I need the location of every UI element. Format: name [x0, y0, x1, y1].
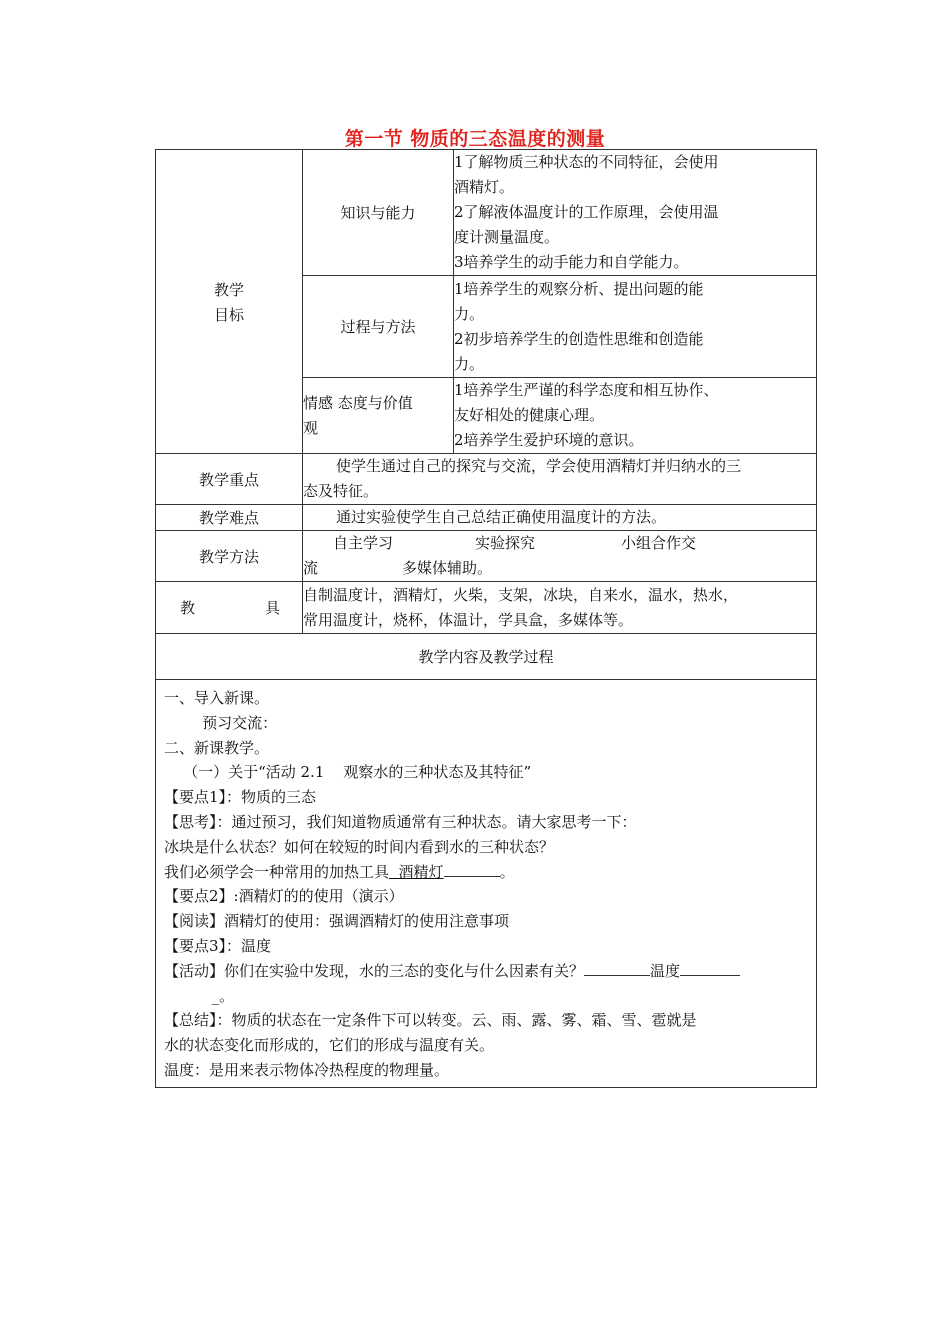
- process-method-label: 过程与方法: [303, 276, 454, 378]
- knowledge-ability-label: 知识与能力: [303, 150, 454, 276]
- answer-alcohol-lamp: 酒精灯: [389, 862, 444, 881]
- tools-label: 教 具: [156, 582, 303, 634]
- key-points-content: 使学生通过自己的探究与交流，学会使用酒精灯并归纳水的三 态及特征。: [303, 454, 817, 505]
- answer-temperature: 温度: [650, 961, 681, 980]
- difficulties-content: 通过实验使学生自己总结正确使用温度计的方法。: [303, 505, 817, 531]
- key-points-label: 教学重点: [156, 454, 303, 505]
- document-title: 第一节 物质的三态温度的测量: [344, 128, 606, 150]
- methods-content: 自主学习 实验探究 小组合作交 流 多媒体辅助。: [303, 531, 817, 582]
- emotion-attitude-label: 情感 态度与价值 观: [303, 378, 454, 454]
- teaching-process-content: 一、导入新课。 预习交流： 二、新课教学。 （一）关于“活动 2.1 观察水的三种状态及其特征” 【要点1】：物质的三态 【思考】：通过预习，我们知道物质通常有三种状态。请大家思考一下： 冰块是什么状态？如何在较短的时间内看到水的三种状态？ 我们必须学会一种常用的加热工具 酒精灯 。 【要点2】:酒精灯的的使用（演示） 【阅读】酒精灯的使用：强调酒精灯的使用注意事项 【要点3】：温度 【活动】你们在实验中发现，水的三态的变化与什么因素有关？ 温度 _。 【总结】：物质的状态在一定条件下可以转变。云、雨、露、雾、霜、雪、雹就是 水的状态变化而形成的，它们的形成与温度有关。 温度：是用来表示物体冷热程度的物理量。: [156, 680, 817, 1088]
- heating-tool-question: 我们必须学会一种常用的加热工具 酒精灯 。: [164, 862, 515, 881]
- teaching-goals-label: 教学 目标: [156, 150, 303, 454]
- activity-question: 【活动】你们在实验中发现，水的三态的变化与什么因素有关？ 温度: [164, 959, 806, 984]
- methods-label: 教学方法: [156, 531, 303, 582]
- process-method-content: 1培养学生的观察分析、提出问题的能 力。 2初步培养学生的创造性思维和创造能 力。: [454, 276, 817, 378]
- tools-content: 自制温度计，酒精灯，火柴，支架，冰块，自来水，温水，热水， 常用温度计，烧杯，体温计，学具盒，多媒体等。: [303, 582, 817, 634]
- emotion-attitude-content: 1培养学生严谨的科学态度和相互协作、 友好相处的健康心理。 2培养学生爱护环境的意识。: [454, 378, 817, 454]
- lesson-plan-table: [155, 149, 817, 1088]
- difficulties-label: 教学难点: [156, 505, 303, 531]
- process-header: 教学内容及教学过程: [156, 634, 817, 680]
- knowledge-ability-content: 1了解物质三种状态的不同特征，会使用 酒精灯。 2了解液体温度计的工作原理，会使用温 度计测量温度。 3培养学生的动手能力和自学能力。: [454, 150, 817, 276]
